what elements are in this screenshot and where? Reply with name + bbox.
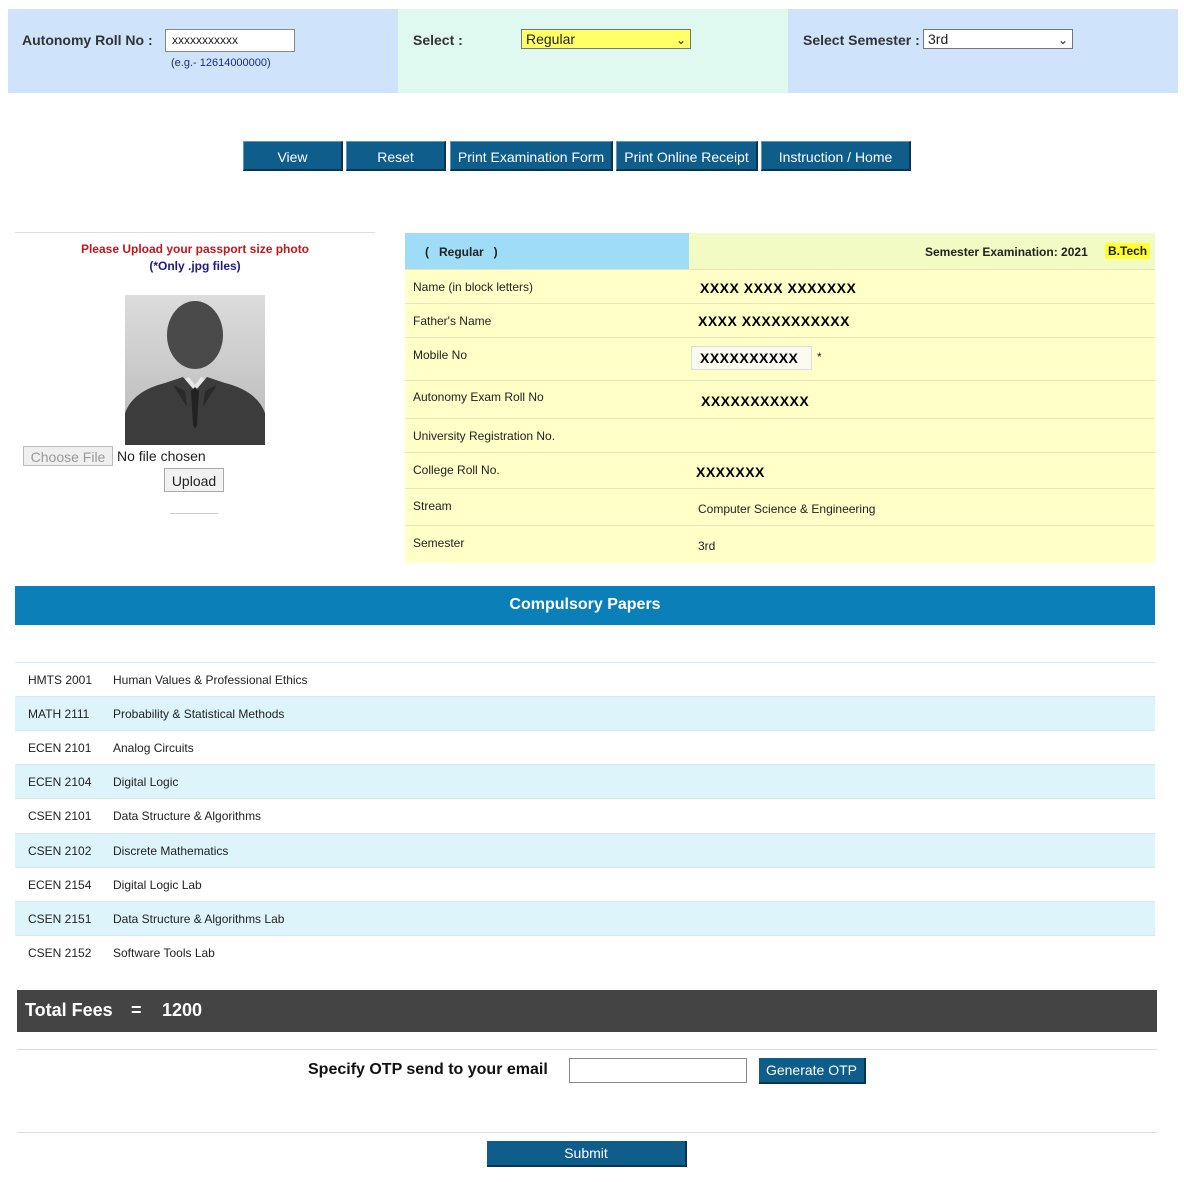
generate-otp-button[interactable]: Generate OTP	[759, 1058, 866, 1084]
reset-button[interactable]: Reset	[346, 141, 446, 171]
paper-code: CSEN 2102	[28, 844, 92, 858]
exam-type-value: Regular	[526, 31, 576, 47]
semester-row-label: Semester	[413, 536, 465, 550]
student-details	[405, 233, 1155, 563]
exam-type-header-text: ( Regular )	[425, 245, 498, 259]
table-row	[15, 798, 1155, 833]
name-value: XXXX XXXX XXXXXXX	[700, 280, 857, 296]
divider	[17, 1132, 1157, 1133]
exam-roll-label: Autonomy Exam Roll No	[413, 390, 544, 404]
upload-button[interactable]: Upload	[164, 468, 224, 492]
roll-hint: (e.g.- 12614000000)	[171, 57, 271, 69]
chevron-down-icon: ⌄	[675, 33, 686, 47]
college-roll-value: XXXXXXX	[696, 464, 765, 480]
semester-cell	[788, 9, 1178, 93]
total-fees-equals: =	[131, 1000, 142, 1020]
print-exam-form-button[interactable]: Print Examination Form	[450, 141, 613, 171]
paper-name: Probability & Statistical Methods	[113, 707, 285, 721]
semester-value: 3rd	[928, 31, 949, 47]
detail-row-registration	[405, 418, 1155, 453]
paper-name: Software Tools Lab	[113, 946, 215, 960]
compulsory-papers-header: Compulsory Papers	[15, 586, 1155, 625]
detail-row-name	[405, 269, 1155, 304]
name-label: Name (in block letters)	[413, 280, 534, 294]
paper-name: Human Values & Professional Ethics	[113, 673, 308, 687]
paper-code: MATH 2111	[28, 707, 90, 721]
table-row	[15, 935, 1155, 970]
exam-type-select[interactable]	[521, 29, 691, 49]
roll-cell	[8, 9, 398, 93]
paper-name: Digital Logic Lab	[113, 878, 202, 892]
total-fees-bar	[17, 990, 1157, 1032]
paper-name: Data Structure & Algorithms	[113, 809, 262, 823]
photo-placeholder	[125, 295, 265, 445]
exam-type-header	[405, 233, 689, 269]
total-fees-label: Total Fees	[25, 1000, 113, 1020]
father-name-label: Father's Name	[413, 314, 492, 328]
paper-name: Digital Logic	[113, 775, 179, 789]
view-button[interactable]: View	[243, 141, 343, 171]
semester-row-value: 3rd	[698, 539, 716, 553]
instruction-home-button[interactable]: Instruction / Home	[761, 141, 911, 171]
detail-row-college-roll	[405, 452, 1155, 489]
stream-label: Stream	[413, 499, 452, 513]
photo-panel	[15, 232, 375, 533]
roll-label: Autonomy Roll No :	[22, 32, 153, 48]
paper-name: Analog Circuits	[113, 741, 194, 755]
divider	[170, 513, 218, 514]
mobile-input[interactable]	[691, 346, 812, 370]
detail-row-father	[405, 303, 1155, 338]
semester-label: Select Semester :	[803, 32, 920, 48]
registration-label: University Registration No.	[413, 429, 556, 443]
table-row	[15, 764, 1155, 799]
paper-code: CSEN 2151	[28, 912, 92, 926]
father-name-value: XXXX XXXXXXXXXXX	[698, 313, 850, 329]
mobile-label: Mobile No	[413, 348, 468, 362]
paper-code: CSEN 2101	[28, 809, 92, 823]
table-row	[15, 867, 1155, 902]
detail-row-mobile	[405, 337, 1155, 381]
table-row	[15, 730, 1155, 765]
table-row	[15, 833, 1155, 868]
table-row	[15, 662, 1155, 697]
total-fees-amount: 1200	[162, 1000, 203, 1020]
table-row	[15, 901, 1155, 936]
mobile-value: XXXXXXXXXX	[700, 350, 799, 366]
otp-email-input[interactable]	[569, 1058, 747, 1083]
roll-input[interactable]: xxxxxxxxxxx	[165, 29, 295, 52]
person-silhouette-icon	[125, 295, 265, 445]
exam-year-text: Semester Examination: 2021	[925, 245, 1088, 259]
otp-label: Specify OTP send to your email	[308, 1061, 548, 1078]
exam-info-header	[689, 233, 1155, 269]
paper-code: CSEN 2152	[28, 946, 92, 960]
chevron-down-icon: ⌄	[1057, 33, 1068, 47]
paper-code: ECEN 2101	[28, 741, 92, 755]
photo-format-note: (*Only .jpg files)	[149, 259, 241, 273]
choose-file-button[interactable]: Choose File	[23, 446, 113, 466]
detail-row-semester	[405, 525, 1155, 564]
select-label: Select :	[413, 32, 463, 48]
paper-code: ECEN 2154	[28, 878, 92, 892]
detail-row-exam-roll	[405, 380, 1155, 419]
filter-bar	[8, 9, 1178, 93]
type-cell	[398, 9, 788, 93]
print-receipt-button[interactable]: Print Online Receipt	[616, 141, 758, 171]
degree-badge: B.Tech	[1105, 243, 1150, 259]
exam-roll-value: XXXXXXXXXXX	[701, 393, 810, 409]
paper-code: ECEN 2104	[28, 775, 92, 789]
detail-row-stream	[405, 488, 1155, 526]
file-status-text: No file chosen	[117, 448, 206, 464]
college-roll-label: College Roll No.	[413, 463, 500, 477]
paper-code: HMTS 2001	[28, 673, 93, 687]
paper-name: Data Structure & Algorithms Lab	[113, 912, 285, 926]
divider	[17, 1049, 1157, 1050]
table-row	[15, 696, 1155, 731]
paper-name: Discrete Mathematics	[113, 844, 229, 858]
required-marker: *	[817, 350, 822, 364]
stream-value: Computer Science & Engineering	[698, 502, 876, 516]
photo-upload-message: Please Upload your passport size photo	[80, 242, 310, 256]
submit-button[interactable]: Submit	[487, 1141, 687, 1167]
semester-select[interactable]	[923, 29, 1073, 49]
